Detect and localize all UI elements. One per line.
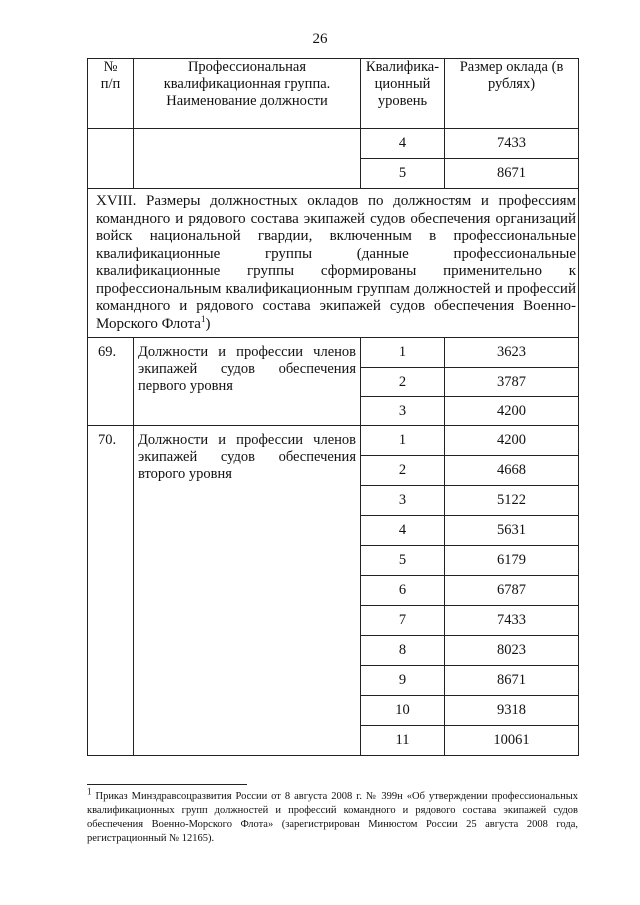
level-cell: 5 (361, 546, 445, 576)
level-cell: 11 (361, 726, 445, 756)
salary-cell: 7433 (445, 129, 579, 159)
level-cell: 1 (361, 426, 445, 456)
continued-name-cell (134, 129, 361, 189)
group-number-cell: 70. (88, 426, 134, 756)
footnote-reference: 1 (200, 313, 206, 324)
section-line: командного и рядового состава экипажей судов обеспечения Военно- (96, 298, 576, 314)
salary-cell: 8671 (445, 666, 579, 696)
section-last-line (96, 313, 576, 334)
level-cell: 2 (361, 368, 445, 397)
level-cell: 3 (361, 486, 445, 516)
salary-cell: 4200 (445, 426, 579, 456)
section-closing: ) (205, 315, 211, 332)
level-cell: 5 (361, 159, 445, 189)
section-line: войск национальной гвардии, включенным в профессиональные (96, 228, 576, 244)
section-line: квалификационные группы (данные профессиональные (96, 245, 576, 262)
salary-cell: 8671 (445, 159, 579, 189)
section-line: командного и рядового состава экипажей судов обеспечения организаций (96, 210, 576, 227)
level-cell: 7 (361, 606, 445, 636)
salary-cell: 10061 (445, 726, 579, 756)
section-line: XVIII. Размеры должностных окладов по должностям и профессиям (96, 193, 576, 209)
continued-num-cell (88, 129, 134, 189)
footnote-text: Приказ Минздравсоцразвития России от 8 августа 2008 г. № 399н «Об утверждении профессиональных квалификационных групп должностей и профессий командного и рядового состава экипажей судов обеспечения Военно-Морского Флота» (зарегистрирован Минюстом России 25 августа 2008 года, регистрационный № 12165). (87, 791, 578, 844)
salary-cell: 5122 (445, 486, 579, 516)
group-name-cell: Должности и профессии членов экипажей судов обеспечения первого уровня (134, 338, 361, 426)
header-num: № п/п (88, 59, 134, 129)
salary-cell: 6179 (445, 546, 579, 576)
section-row (88, 189, 579, 338)
salary-cell: 8023 (445, 636, 579, 666)
group-number-cell: 69. (88, 338, 134, 426)
table-row (88, 338, 579, 368)
section-line: профессиональным квалификационным группам должностей и профессий (96, 280, 576, 297)
salary-cell: 4668 (445, 456, 579, 486)
salary-table (87, 58, 579, 756)
group-name-cell: Должности и профессии членов экипажей судов обеспечения второго уровня (134, 426, 361, 756)
header-salary: Размер оклада (в рублях) (445, 59, 579, 129)
level-cell: 10 (361, 696, 445, 726)
section-heading (88, 189, 579, 338)
salary-cell: 3623 (445, 338, 579, 368)
footnote-mark: 1 (87, 786, 92, 797)
page-number: 26 (312, 31, 328, 47)
table-header-row (88, 59, 579, 129)
salary-cell: 4200 (445, 397, 579, 426)
footnote-divider (87, 784, 247, 785)
salary-cell: 5631 (445, 516, 579, 546)
header-group: Профессиональная квалификационная группа. Наименование должности (134, 59, 361, 129)
level-cell: 2 (361, 456, 445, 486)
salary-cell: 3787 (445, 368, 579, 397)
level-cell: 8 (361, 636, 445, 666)
salary-cell: 6787 (445, 576, 579, 606)
level-cell: 4 (361, 129, 445, 159)
table-row (88, 129, 579, 159)
footnote (87, 786, 578, 846)
table-row (88, 426, 579, 456)
header-level: Квалифика-ционный уровень (361, 59, 445, 129)
salary-cell: 7433 (445, 606, 579, 636)
level-cell: 4 (361, 516, 445, 546)
section-line: Морского Флота (96, 315, 201, 332)
level-cell: 6 (361, 576, 445, 606)
level-cell: 1 (361, 338, 445, 368)
level-cell: 3 (361, 397, 445, 426)
level-cell: 9 (361, 666, 445, 696)
section-line: квалификационные группы сформированы применительно к (96, 263, 576, 279)
salary-cell: 9318 (445, 696, 579, 726)
